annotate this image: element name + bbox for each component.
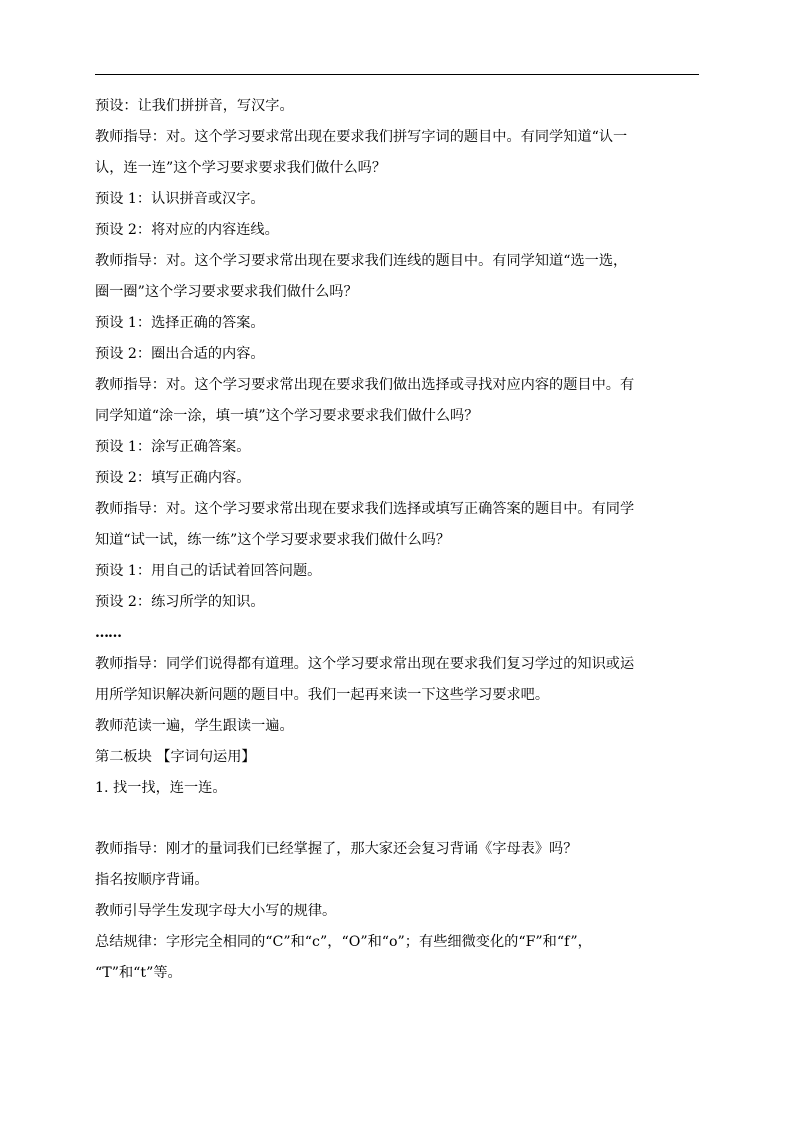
- paragraph-line: 教师指导：对。这个学习要求常出现在要求我们连线的题目中。有同学知道“选一选，: [95, 253, 628, 269]
- exercise-item: 1. 找一找，连一连。: [95, 780, 227, 796]
- paragraph-line: “T”和“t”等。: [95, 965, 182, 981]
- paragraph-line: 同学知道“涂一涂，填一填”这个学习要求要求我们做什么吗？: [95, 408, 479, 424]
- paragraph-line: 预设：让我们拼拼音，写汉字。: [95, 98, 294, 114]
- header-rule: [95, 74, 699, 75]
- paragraph-line: 预设 1：涂写正确答案。: [95, 439, 251, 455]
- paragraph-line: 用所学知识解决新问题的题目中。我们一起再来读一下这些学习要求吧。: [95, 687, 550, 703]
- paragraph-line: 总结规律：字形完全相同的“C”和“c”，“O”和“o”；有些细微变化的“F”和“f”，: [95, 934, 592, 950]
- paragraph-line: 教师指导：对。这个学习要求常出现在要求我们做出选择或寻找对应内容的题目中。有: [95, 377, 635, 393]
- paragraph-line: 预设 1：选择正确的答案。: [95, 315, 265, 331]
- paragraph-line: 圈一圈”这个学习要求要求我们做什么吗？: [95, 284, 358, 300]
- section-heading: 第二板块 【字词句运用】: [95, 749, 256, 765]
- document-body: [95, 98, 699, 981]
- paragraph-line: 知道“试一试，练一练”这个学习要求要求我们做什么吗？: [95, 532, 451, 548]
- ellipsis-line: ……: [95, 625, 121, 641]
- paragraph-line: 预设 2：将对应的内容连线。: [95, 222, 279, 238]
- paragraph-line: 教师范读一遍，学生跟读一遍。: [95, 718, 294, 734]
- paragraph-line: 教师引导学生发现字母大小写的规律。: [95, 903, 337, 919]
- paragraph-line: 预设 2：练习所学的知识。: [95, 594, 265, 610]
- paragraph-line: 预设 2：圈出合适的内容。: [95, 346, 265, 362]
- paragraph-line: 教师指导：对。这个学习要求常出现在要求我们选择或填写正确答案的题目中。有同学: [95, 501, 635, 517]
- paragraph-line: 预设 1：认识拼音或汉字。: [95, 191, 265, 207]
- paragraph-line: 教师指导：对。这个学习要求常出现在要求我们拼写字词的题目中。有同学知道“认一: [95, 129, 628, 145]
- paragraph-line: 预设 2：填写正确内容。: [95, 470, 251, 486]
- paragraph-line: 预设 1：用自己的话试着回答问题。: [95, 563, 322, 579]
- paragraph-line: 指名按顺序背诵。: [95, 872, 209, 888]
- paragraph-line: 教师指导：同学们说得都有道理。这个学习要求常出现在要求我们复习学过的知识或运: [95, 656, 635, 672]
- paragraph-line: 教师指导：刚才的量词我们已经掌握了，那大家还会复习背诵《字母表》吗？: [95, 841, 578, 857]
- paragraph-line: 认，连一连”这个学习要求要求我们做什么吗？: [95, 160, 387, 176]
